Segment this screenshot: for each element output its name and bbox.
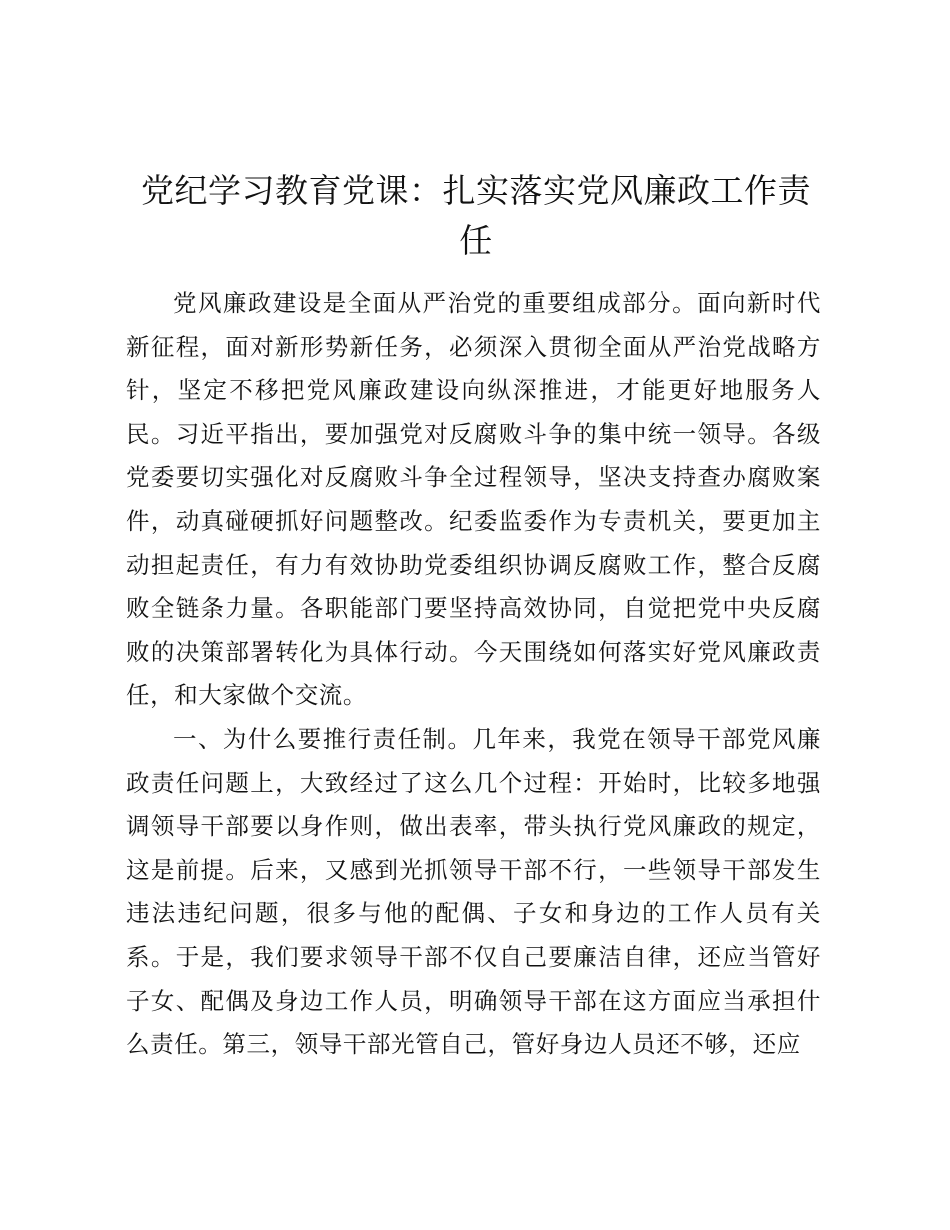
document-body	[126, 282, 821, 1067]
paragraph-intro: 党风廉政建设是全面从严治党的重要组成部分。面向新时代新征程，面对新形势新任务，必须深入贯彻全面从严治党战略方针，坚定不移把党风廉政建设向纵深推进，才能更好地服务人民。习近平指出，要加强党对反腐败斗争的集中统一领导。各级党委要切实强化对反腐败斗争全过程领导，坚决支持查办腐败案件，动真碰硬抓好问题整改。纪委监委作为专责机关，要更加主动担起责任，有力有效协助党委组织协调反腐败工作，整合反腐败全链条力量。各职能部门要坚持高效协同，自觉把党中央反腐败的决策部署转化为具体行动。今天围绕如何落实好党风廉政责任，和大家做个交流。	[126, 289, 821, 710]
document-title: 党纪学习教育党课：扎实落实党风廉政工作责任	[141, 171, 811, 260]
paragraph-section-one: 一、为什么要推行责任制。几年来，我党在领导干部党风廉政责任问题上，大致经过了这么几个过程：开始时，比较多地强调领导干部要以身作则，做出表率，带头执行党风廉政的规定，这是前提。后来，又感到光抓领导干部不行，一些领导干部发生违法违纪问题，很多与他的配偶、子女和身边的工作人员有关系。于是，我们要求领导干部不仅自己要廉洁自律，还应当管好子女、配偶及身边工作人员，明确领导干部在这方面应当承担什么责任。第三，领导干部光管自己，管好身边人员还不够，还应	[126, 724, 821, 1059]
